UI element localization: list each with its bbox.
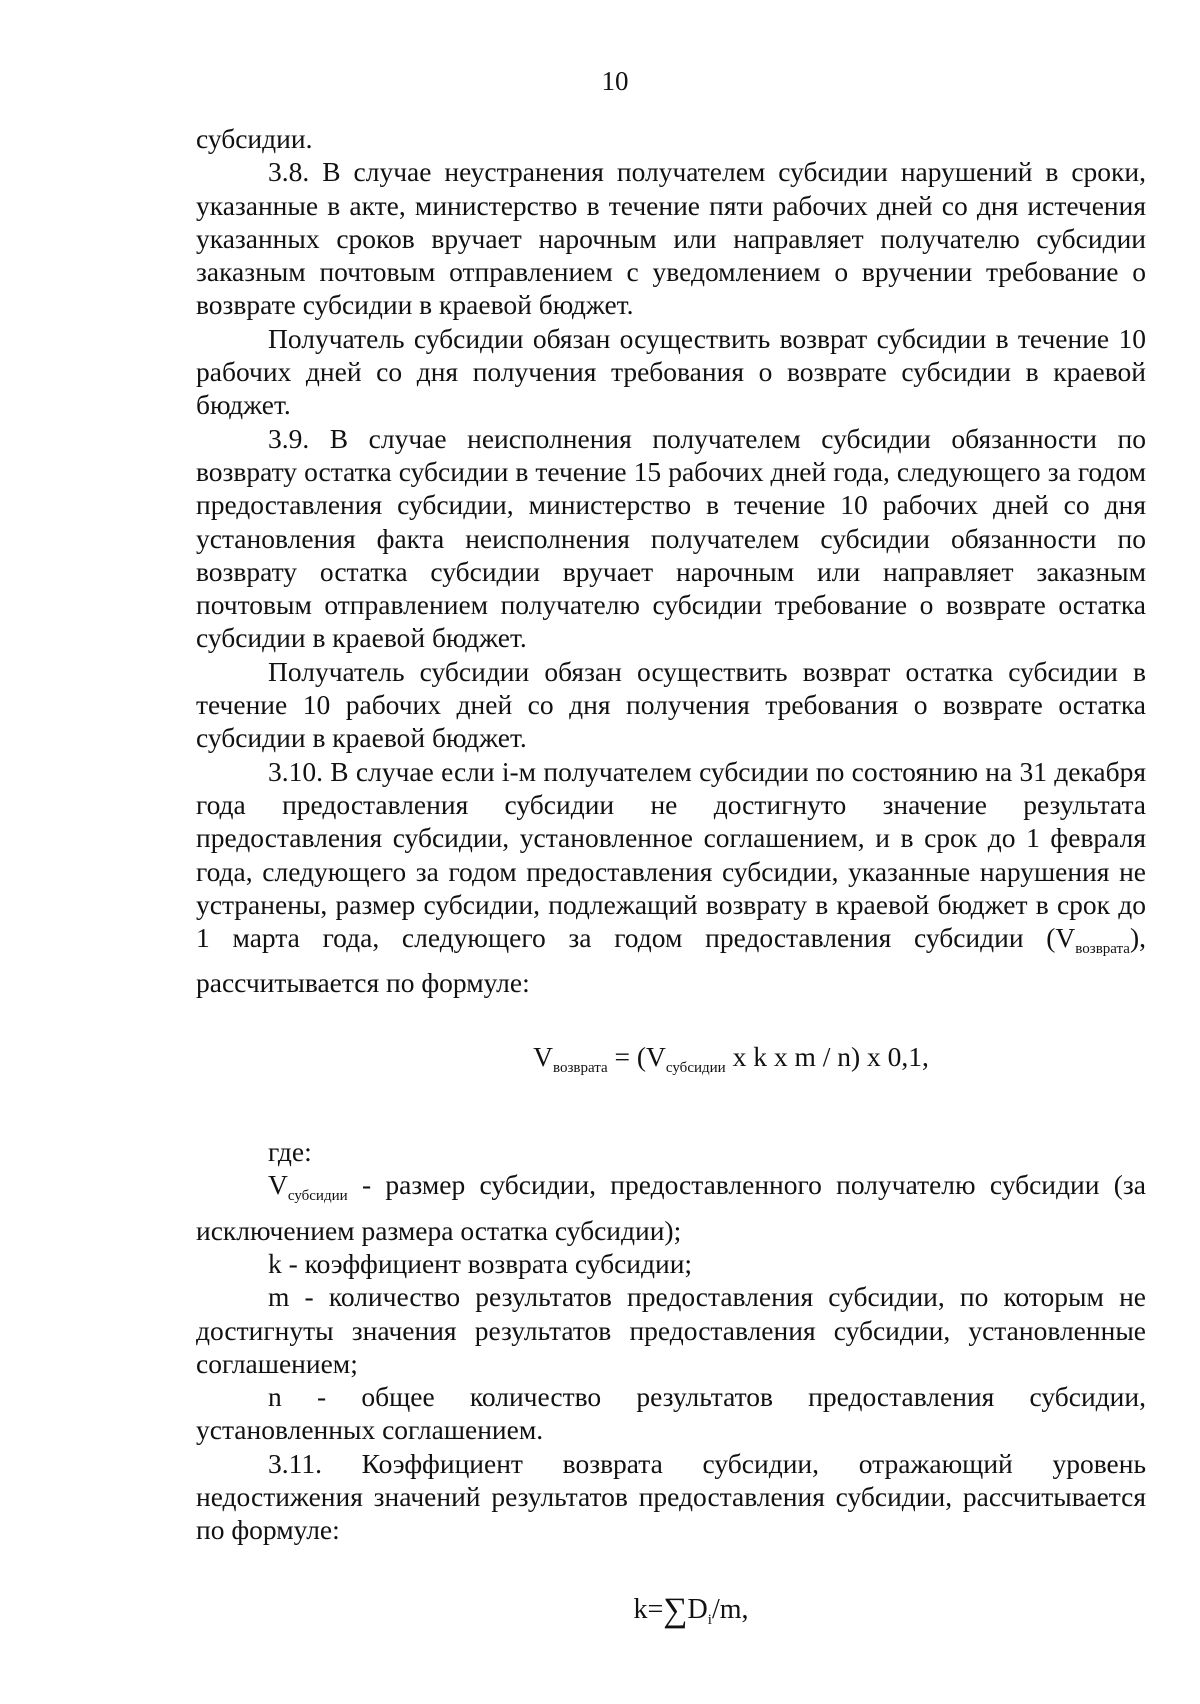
paragraph-3-8-refund: Получатель субсидии обязан осуществить возврат субсидии в течение 10 рабочих дней со дня получения требования о возврате субсидии в краевой бюджет. — [196, 322, 1146, 421]
sigma-symbol: ∑ — [663, 1591, 688, 1629]
paragraph-3-10-text: 3.10. В случае если i-м получателем субсидии по состоянию на 31 декабря года предоставления субсидии не достигнуто значение результата предоставления субсидии, установленное соглашением, и в срок до 1 февраля года, следующего за годом предоставления субсидии, указанные нарушения не устранены, размер субсидии, подлежащий возврату в краевой бюджет в срок до 1 марта года, следующего за годом предоставления субсидии (V — [196, 755, 1146, 954]
formula-rest: x k x m / n) x 0,1, — [725, 1040, 929, 1072]
definition-n: n - общее количество результатов предоставления субсидии, установленных соглашением. — [196, 1381, 1146, 1446]
def-v-subscript: субсидии — [287, 1188, 348, 1205]
where-label: где: — [268, 1136, 312, 1168]
formula-subscript-vozvrata: возврата — [552, 1059, 608, 1076]
formula-refund — [196, 1040, 1146, 1085]
paragraph-3-11: 3.11. Коэффициент возврата субсидии, отражающий уровень недостижения значений результатов предоставления субсидии, рассчитывается по формуле: — [196, 1447, 1146, 1546]
formula-equals: = (V — [607, 1040, 666, 1072]
paragraph-continuation: субсидии. — [196, 123, 313, 154]
definition-k: k - коэффициент возврата субсидии; — [268, 1247, 693, 1279]
paragraph-3-9-refund: Получатель субсидии обязан осуществить возврат остатка субсидии в течение 10 рабочих дней со дня получения требования о возврате остатка субсидии в краевой бюджет. — [196, 655, 1146, 754]
formula2-rest: /m, — [711, 1593, 749, 1625]
definition-v-subsidii — [196, 1168, 1146, 1247]
formula-subscript-subsidii: субсидии — [665, 1059, 726, 1076]
formula-coefficient — [196, 1593, 1146, 1637]
def-v-text: - размер субсидии, предоставленного получателю субсидии (за исключением размера остатка субсидии); — [196, 1169, 1146, 1246]
formula2-subscript-i: i — [707, 1611, 712, 1628]
paragraph-3-8: 3.8. В случае неустранения получателем субсидии нарушений в сроки, указанные в акте, министерство в течение пяти рабочих дней со дня истечения указанных сроков вручает нарочным или направляет получателю субсидии заказным почтовым отправлением с уведомлением о вручении требование о возврате субсидии в краевой бюджет. — [196, 156, 1146, 321]
document-body — [196, 122, 1146, 1637]
formula2-d: D — [687, 1593, 708, 1625]
formula2-left: k= — [633, 1593, 664, 1625]
paragraph-3-10 — [196, 755, 1146, 1000]
paragraph-3-10-tail: ), рассчитывается по формуле: — [196, 922, 1146, 999]
definition-m: m - количество результатов предоставления субсидии, по которым не достигнуты значения результатов предоставления субсидии, установленные соглашением; — [196, 1281, 1146, 1379]
def-v-symbol: V — [268, 1169, 288, 1201]
formula-v-symbol: V — [533, 1040, 553, 1072]
paragraph-3-9: 3.9. В случае неисполнения получателем субсидии обязанности по возврату остатка субсидии в течение 15 рабочих дней года, следующего за годом предоставления субсидии, министерство в течение 10 рабочих дней со дня установления факта неисполнения получателем субсидии обязанности по возврату остатка субсидии вручает нарочным или направляет заказным почтовым отправлением получателю субсидии требование о возврате остатка субсидии в краевой бюджет. — [196, 422, 1146, 654]
subscript-vozvrata: возврата — [1075, 941, 1130, 958]
page-number: 10 — [601, 66, 629, 96]
